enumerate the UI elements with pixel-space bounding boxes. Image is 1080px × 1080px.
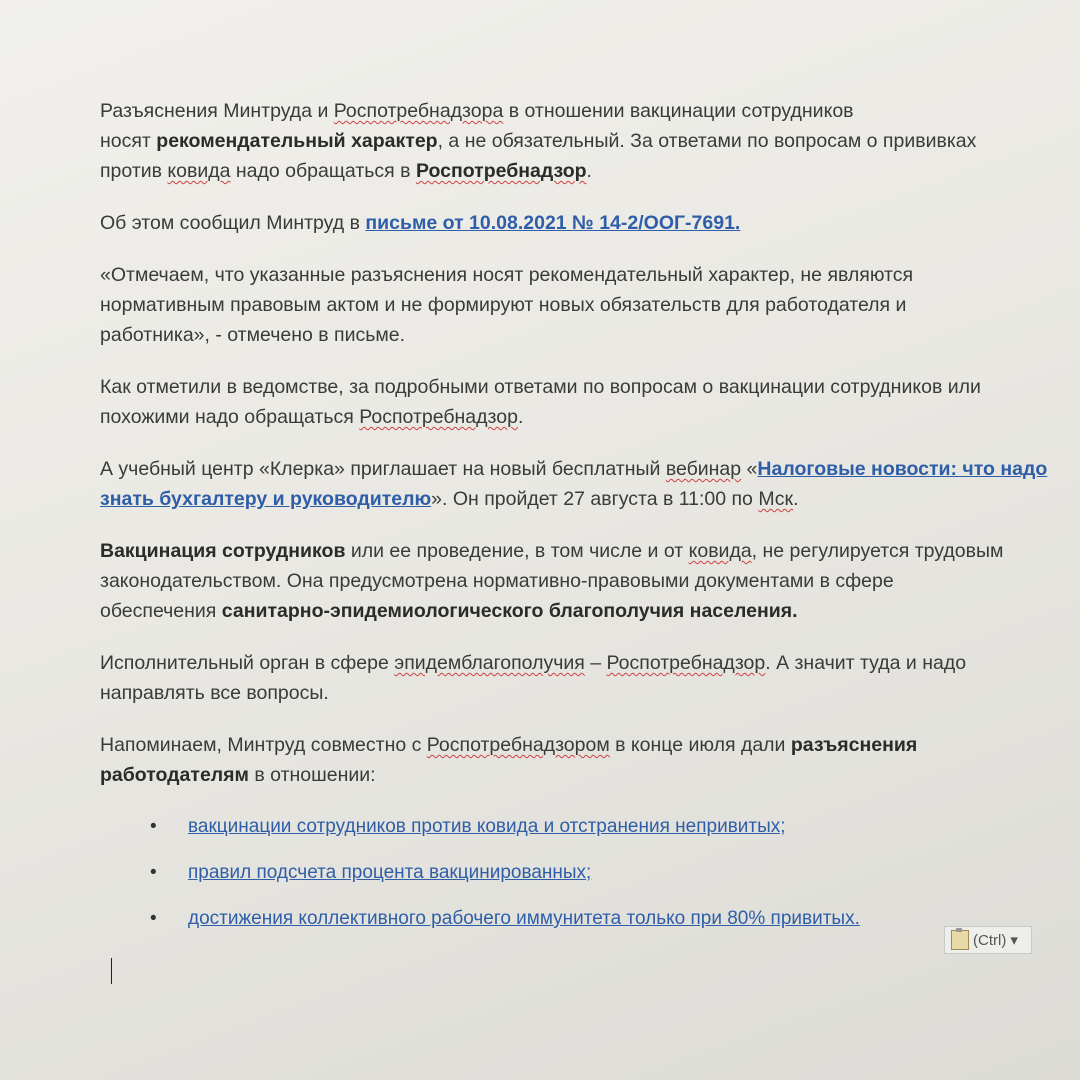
text: законодательством. Она предусмотрена нормативно-правовыми документами в сфере [100,570,894,592]
paragraph-1 [100,96,1075,186]
text: , не регулируется трудовым [751,540,1004,562]
text: носят [100,130,157,152]
list-item [150,904,1075,934]
text: Разъяснения Минтруда и [100,100,334,122]
text: нормативным правовым актом и не формируют новых обязательств для работодателя и [100,294,907,316]
text: Об этом сообщил Минтруд в [100,212,366,234]
text: работника», - отмечено в письме. [100,324,406,346]
webinar-link[interactable]: Налоговые новости: что надо знать бухгалтеру и руководителю [100,458,1048,510]
misspelled-word: Роспотребнадзором [426,734,610,756]
misspelled-word: Роспотребнадзор [359,406,518,428]
text: . [586,160,592,182]
text: Напоминаем, Минтруд совместно с [100,734,427,756]
document-body[interactable] [100,96,1075,950]
bold-text: Вакцинация сотрудников [100,540,346,562]
misspelled-word: вебинар [665,458,742,480]
text-cursor [111,958,112,984]
paste-options-label: (Ctrl) [973,931,1007,949]
paragraph-2 [100,208,1075,238]
misspelled-word: Роспотребнадзор [606,652,766,674]
bullet-link[interactable]: правил подсчета процента вакцинированных; [188,862,592,883]
clipboard-icon [951,930,969,950]
text: обеспечения [100,600,222,622]
paragraph-5 [100,454,1075,514]
bold-text: рекомендательный характер [156,130,438,152]
text: – [584,652,607,674]
paste-options-button[interactable] [944,926,1032,954]
bullet-icon: • [150,862,157,883]
misspelled-word: ковида [167,160,231,182]
misspelled-word: Роспотребнадзора [333,100,504,122]
text: надо обращаться в [230,160,416,182]
paragraph-4 [100,372,1075,432]
chevron-down-icon: ▾ [1010,932,1018,949]
bold-text: работодателям [100,764,249,786]
bold-text: санитарно-эпидемиологического благополучия населения. [221,600,798,622]
text: или ее проведение, в том числе и от [345,540,689,562]
list-item [150,858,1075,888]
bold-text: разъяснения [790,734,918,756]
paragraph-8 [100,730,1075,790]
text: Исполнительный орган в сфере [100,652,395,674]
paragraph-3 [100,260,1075,350]
bullet-icon: • [150,816,157,837]
text: против [100,160,168,182]
bullet-link[interactable]: вакцинации сотрудников против ковида и отстранения непривитых; [188,816,786,837]
text: Как отметили в ведомстве, за подробными ответами по вопросам о вакцинации сотрудников или [100,376,981,398]
misspelled-word: Мск [758,488,794,510]
misspelled-word: ковида [688,540,752,562]
list-item [150,812,1075,842]
text: . А значит туда и надо [765,652,967,674]
text: . [517,406,524,428]
text: «Отмечаем, что указанные разъяснения носят рекомендательный характер, не являются [100,264,914,286]
text: « [741,458,758,480]
bold-text: Роспотребнадзор [415,160,587,182]
bullet-icon: • [150,908,157,929]
text: в конце июля дали [609,734,791,756]
paragraph-6 [100,536,1075,626]
letter-link[interactable]: письме от 10.08.2021 № 14-2/ООГ-7691. [365,212,741,234]
text: в отношении: [248,764,376,786]
paragraph-7 [100,648,1075,708]
misspelled-word: эпидемблагополучия [394,652,585,674]
text: . [793,488,799,510]
text: похожими надо обращаться [100,406,360,428]
text: ». Он пройдет 27 августа в 11:00 по [431,488,759,510]
text: направлять все вопросы. [100,682,329,704]
bullet-list [100,812,1075,934]
text: А учебный центр «Клерка» приглашает на новый бесплатный [100,458,666,480]
bullet-link[interactable]: достижения коллективного рабочего иммунитета только при 80% привитых. [188,908,860,929]
text: в отношении вакцинации сотрудников [503,100,854,122]
text: , а не обязательный. За ответами по вопросам о прививках [437,130,977,152]
